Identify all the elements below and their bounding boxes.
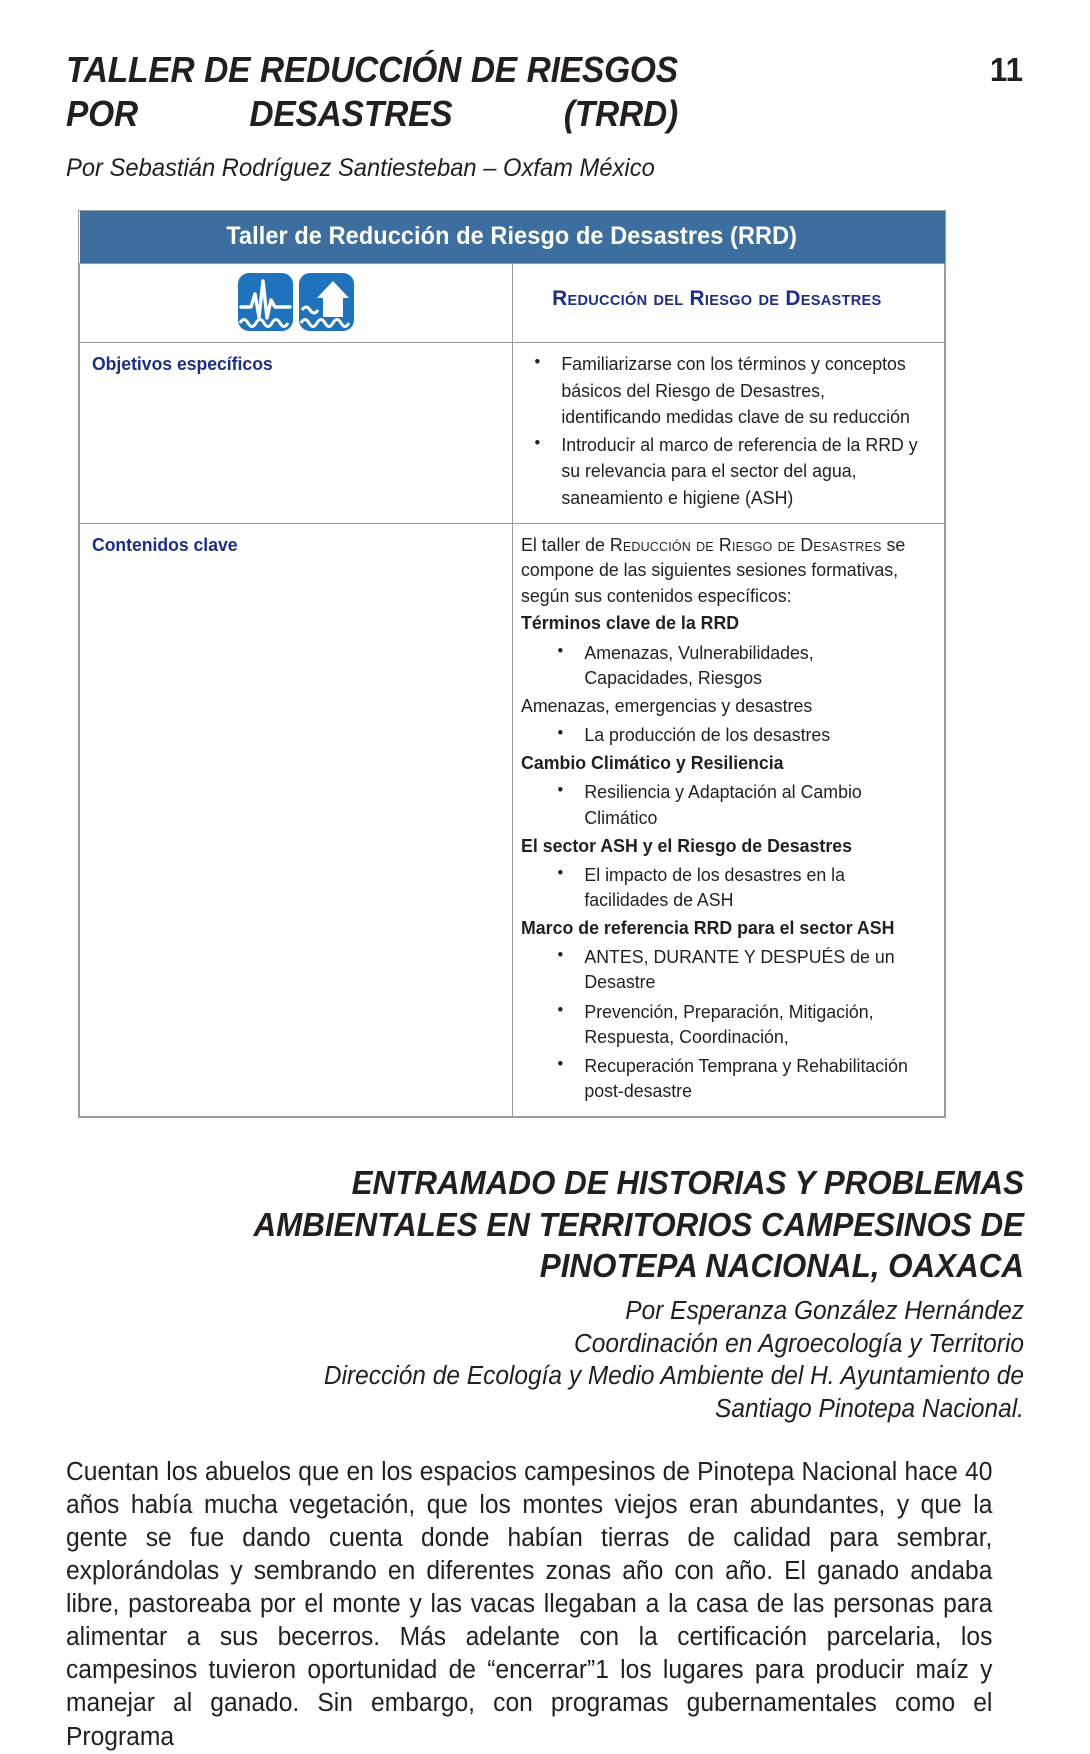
brand-label: Reducción del Riesgo de Desastres <box>551 286 881 311</box>
list-item: • Recuperación Temprana y Rehabilitación post-desastre <box>521 1053 918 1103</box>
row-content-contenidos <box>512 523 945 1116</box>
article2-byline <box>104 1295 1024 1426</box>
list-item: • Familiarizarse con los términos y conceptos básicos del Riesgo de Desastres, identificando medidas clave de su reducción <box>521 351 918 430</box>
section-heading: Marco de referencia RRD para el sector ASH <box>520 917 894 939</box>
article-byline: Por Sebastián Rodríguez Santiesteban – Oxfam México <box>66 153 655 182</box>
list-item: • Amenazas, Vulnerabilidades, Capacidades, Riesgos <box>521 640 918 690</box>
table-row <box>80 523 945 1116</box>
row-label-objetivos: Objetivos específicos <box>92 353 273 375</box>
body-paragraph: Cuentan los abuelos que en los espacios campesinos de Pinotepa Nacional hace 40 años había mucha vegetación, que los montes viejos eran abundantes, y que la gente se fue dando cuenta donde habían tierras de calidad para sembrar, explorándolas y sembrando en diferentes zonas año con año. El ganado andaba libre, pastoreaba por el monte y las vacas llegaban a la casa de las personas para alimentar a sus becerros. Más adelante con la certificación parcelaria, los campesinos tuvieron oportunidad de “encerrar”1 los lugares para producir maíz y manejar al ganado. Sin embargo, con programas gubernamentales como el Programa <box>66 1457 993 1751</box>
rrd-table <box>78 210 946 1118</box>
list-item: • Prevención, Preparación, Mitigación, Respuesta, Coordinación, <box>521 999 918 1049</box>
contenidos-intro <box>521 532 918 609</box>
row-label-cell <box>80 343 513 524</box>
article2-title-line: PINOTEPA NACIONAL, OAXACA <box>539 1247 1024 1285</box>
section-plain-line: Amenazas, emergencias y desastres <box>520 694 812 716</box>
page-title: TALLER DE REDUCCIÓN DE RIESGOS POR DESASTRES (TRRD) <box>66 49 678 134</box>
row-label-cell <box>80 523 513 1116</box>
list-item: • El impacto de los desastres en la facilidades de ASH <box>521 862 918 912</box>
byline-line: Coordinación en Agroecología y Territorio <box>574 1329 1024 1358</box>
byline-line: Dirección de Ecología y Medio Ambiente del H. Ayuntamiento de <box>323 1362 1024 1391</box>
row-label-contenidos: Contenidos clave <box>92 533 238 555</box>
page-number: 11 <box>989 51 1024 88</box>
intro-text-a: El taller de <box>520 533 610 555</box>
article-header <box>66 48 1024 136</box>
list-item: • La producción de los desastres <box>521 722 918 747</box>
table-logo-row <box>80 264 945 343</box>
article2-title-line: AMBIENTALES EN TERRITORIOS CAMPESINOS DE <box>253 1205 1025 1243</box>
table-header-title: Taller de Reducción de Riesgo de Desastres (RRD) <box>226 222 798 251</box>
article2-title-line: ENTRAMADO DE HISTORIAS Y PROBLEMAS <box>351 1164 1024 1202</box>
brand-label-cell <box>512 264 945 343</box>
table-header-row <box>80 211 945 264</box>
list-item: • Resiliencia y Adaptación al Cambio Climático <box>521 779 918 829</box>
list-item: • Introducir al marco de referencia de la RRD y su relevancia para el sector del agua, saneamiento e higiene (ASH) <box>521 432 918 511</box>
row-content-objetivos <box>512 343 945 524</box>
list-item: • ANTES, DURANTE Y DESPUÉS de un Desastre <box>521 944 918 994</box>
section-heading: Términos clave de la RRD <box>520 612 739 634</box>
byline-line: Por Esperanza González Hernández <box>625 1297 1024 1325</box>
objetivos-list <box>521 351 935 511</box>
house-flood-icon <box>299 273 354 331</box>
article2-title <box>114 1162 1024 1287</box>
intro-text-b: se compone de las siguientes sesiones formativas, según sus contenidos específicos: <box>520 533 905 606</box>
byline-line: Santiago Pinotepa Nacional. <box>715 1394 1024 1423</box>
table-row <box>80 343 945 524</box>
section-heading: El sector ASH y el Riesgo de Desastres <box>520 834 852 856</box>
intro-text-smallcaps: Reducción de Riesgo de Desastres <box>609 533 882 555</box>
seismograph-waveform-icon <box>238 273 293 331</box>
table-header-cell <box>80 211 945 264</box>
section-heading: Cambio Climático y Resiliencia <box>520 752 784 774</box>
logo-cell <box>80 264 513 343</box>
